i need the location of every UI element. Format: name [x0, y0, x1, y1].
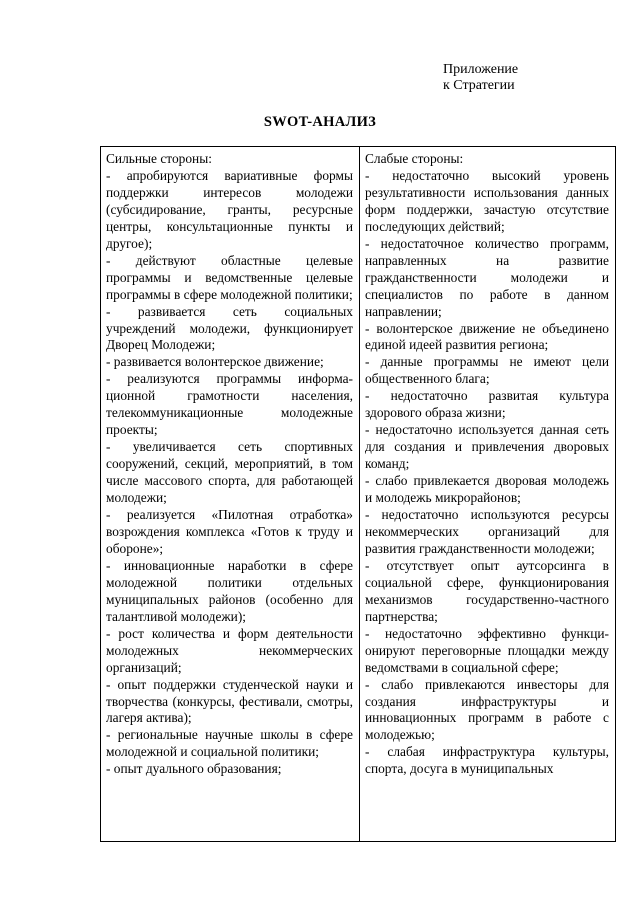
strength-item: - развивается сеть социальных учреждений молодежи, функционирует Дворец Молодежи; [106, 303, 353, 353]
weakness-item: - недостаточно используются ресурсы некоммерческих организаций для развития гражданственности молодежи; [365, 507, 609, 556]
strength-item: - реализуются программы информационной грамотности населения, телекоммуникационные молодежные проекты; [106, 371, 353, 438]
strengths-header: Сильные стороны: [106, 151, 212, 166]
strength-item: - развивается волонтерское движение; [106, 354, 324, 370]
weakness-item: - слабо привлекается дворовая молодежь и молодежь микрорайонов; [365, 473, 609, 506]
weakness-item: - волонтерское движение не объединено единой идеей развития региона; [365, 320, 609, 353]
weakness-item: - слабо привлекаются инвесторы для создания инфраструктуры и инновационных программ в работе с молодежью; [365, 676, 609, 743]
weakness-item: - данные программы не имеют цели общественного блага; [365, 354, 609, 387]
appendix-line-1: Приложение [443, 62, 519, 77]
appendix-line-2: к Стратегии [443, 78, 515, 93]
strength-item: - региональные научные школы в сфере молодежной и социальной политики; [106, 727, 353, 760]
strength-item: - действуют областные целевые программы и ведомственные целевые программы в сфере молодежной политики; [106, 252, 353, 302]
strength-item: - апробируются вариативные формы поддержки интересов молодежи (субсидирование, гранты, ресурсные центры, консультационные пункты и другое); [106, 167, 353, 251]
strength-item: - инновационные наработки в сфере молодежной политики отдельных муниципальных районов (особенно для талантливой молодежи); [106, 557, 353, 624]
weakness-item: - недостаточное количество программ, направленных на развитие гражданственности молодежи и специалистов по работе в данном направлении; [365, 235, 609, 319]
strength-item: - рост количества и форм деятельности молодежных некоммерческих организаций; [106, 625, 353, 675]
weakness-item: - недостаточно высокий уровень результативности использования данных форм поддержки, зачастую отсутствие последующих действий; [365, 167, 609, 234]
strength-item: - увеличивается сеть спортивных сооружений, секций, мероприятий, в том числе массового спорта, для работающей молодежи; [106, 439, 353, 506]
weakness-item: - недостаточно эффективно функционируют переговорные площадки между ведомствами в социальной сфере; [365, 625, 609, 675]
strengths-column [101, 147, 360, 841]
weakness-item: - отсутствует опыт аутсорсинга в социальной сфере, функционирования механизмов государственно-частного партнерства; [365, 557, 609, 624]
weakness-item: - недостаточно используется данная сеть для создания и привлечения дворовых команд; [365, 422, 609, 472]
document-title: SWOT-АНАЛИЗ [263, 114, 377, 130]
weakness-item: - недостаточно развитая культура здорового образа жизни; [365, 388, 609, 421]
appendix-note [443, 62, 518, 94]
swot-table [100, 146, 616, 842]
weakness-item: - слабая инфраструктура культуры, спорта, досуга в муниципальных [365, 744, 609, 777]
strength-item: - опыт поддержки студенческой науки и творчества (конкурсы, фестивали, смотры, лагеря актива); [106, 676, 353, 726]
weaknesses-header: Слабые стороны: [365, 151, 464, 166]
strength-item: - опыт дуального образования; [106, 761, 282, 777]
weaknesses-column [360, 147, 615, 841]
strength-item: - реализуется «Пилотная отработка» возрождения комплекса «Готов к труду и обороне»; [106, 507, 353, 556]
